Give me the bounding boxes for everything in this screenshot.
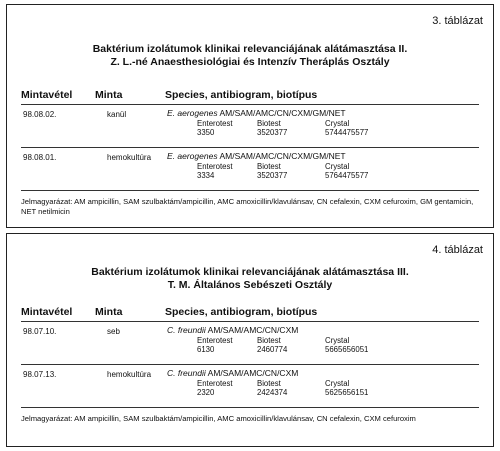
species-name: C. freundii bbox=[167, 368, 206, 378]
table-row bbox=[21, 105, 479, 148]
row-sample: hemokultúra bbox=[107, 370, 152, 379]
table-row bbox=[21, 365, 479, 408]
row-species bbox=[167, 368, 298, 378]
enterotest-label: Enterotest bbox=[197, 162, 233, 171]
crystal-cell bbox=[325, 336, 368, 354]
enterotest-cell bbox=[197, 336, 233, 354]
table-title bbox=[7, 266, 493, 292]
biotest-cell bbox=[257, 379, 287, 397]
header-species: Species, antibiogram, biotípus bbox=[165, 306, 318, 318]
row-date: 98.08.02. bbox=[23, 110, 57, 119]
header-species: Species, antibiogram, biotípus bbox=[165, 89, 318, 101]
row-date: 98.07.10. bbox=[23, 327, 57, 336]
biotest-label: Biotest bbox=[257, 119, 281, 128]
antibiogram: AM/SAM/AMC/CN/CXM/GM/NET bbox=[219, 108, 346, 118]
species-name: C. freundii bbox=[167, 325, 206, 335]
biotest-label: Biotest bbox=[257, 379, 281, 388]
table-legend: Jelmagyarázat: AM ampicillin, SAM szulbaktám/ampicillin, AMC amoxicillin/klavulánsav, CN cefalexin, CXM cefuroxim, GM gentamicin, NET netilmicin bbox=[21, 197, 474, 216]
biotest-cell bbox=[257, 162, 287, 180]
table-title-line2: Z. L.-né Anaesthesiológiai és Intenzív Theráplás Osztály bbox=[110, 56, 390, 68]
species-name: E. aerogenes bbox=[167, 151, 218, 161]
row-species bbox=[167, 325, 298, 335]
biotest-cell bbox=[257, 336, 287, 354]
enterotest-value: 3350 bbox=[197, 128, 215, 137]
biotest-cell bbox=[257, 119, 287, 137]
row-sample: hemokultúra bbox=[107, 153, 152, 162]
table-title-line1: Baktérium izolátumok klinikai relevanciájának alátámasztása III. bbox=[91, 266, 409, 278]
biotest-value: 3520377 bbox=[257, 128, 288, 137]
table-row bbox=[21, 148, 479, 191]
table-title bbox=[7, 43, 493, 69]
enterotest-label: Enterotest bbox=[197, 336, 233, 345]
row-sample: kanül bbox=[107, 110, 127, 119]
biotest-value: 2460774 bbox=[257, 345, 288, 354]
crystal-label: Crystal bbox=[325, 379, 350, 388]
antibiogram: AM/SAM/AMC/CN/CXM bbox=[207, 325, 299, 335]
table-number: 3. táblázat bbox=[432, 15, 483, 27]
crystal-value: 5625656151 bbox=[325, 388, 369, 397]
header-date: Mintavétel bbox=[21, 306, 73, 318]
enterotest-value: 3334 bbox=[197, 171, 215, 180]
table-4-panel bbox=[6, 233, 494, 447]
header-sample: Minta bbox=[95, 89, 123, 101]
table-header bbox=[21, 87, 479, 105]
table-title-line2: T. M. Általános Sebészeti Osztály bbox=[167, 279, 333, 291]
biotest-label: Biotest bbox=[257, 336, 281, 345]
biotest-label: Biotest bbox=[257, 162, 281, 171]
crystal-cell bbox=[325, 119, 368, 137]
biotest-value: 2424374 bbox=[257, 388, 288, 397]
crystal-label: Crystal bbox=[325, 119, 350, 128]
row-species bbox=[167, 108, 346, 118]
crystal-value: 5665656051 bbox=[325, 345, 369, 354]
table-row bbox=[21, 322, 479, 365]
crystal-label: Crystal bbox=[325, 162, 350, 171]
species-name: E. aerogenes bbox=[167, 108, 218, 118]
header-sample: Minta bbox=[95, 306, 123, 318]
crystal-cell bbox=[325, 162, 368, 180]
crystal-label: Crystal bbox=[325, 336, 350, 345]
enterotest-value: 2320 bbox=[197, 388, 215, 397]
enterotest-cell bbox=[197, 379, 233, 397]
antibiogram: AM/SAM/AMC/CN/CXM bbox=[207, 368, 299, 378]
crystal-value: 5744475577 bbox=[325, 128, 369, 137]
table-header bbox=[21, 304, 479, 322]
enterotest-label: Enterotest bbox=[197, 119, 233, 128]
row-species bbox=[167, 151, 346, 161]
biotest-value: 3520377 bbox=[257, 171, 288, 180]
crystal-cell bbox=[325, 379, 368, 397]
table-legend: Jelmagyarázat: AM ampicillin, SAM szulbaktám/ampicillin, AMC amoxicillin/klavulánsav, CN cefalexin, CXM cefuroxim bbox=[21, 414, 416, 423]
enterotest-cell bbox=[197, 162, 233, 180]
table-number: 4. táblázat bbox=[432, 244, 483, 256]
row-date: 98.08.01. bbox=[23, 153, 57, 162]
row-sample: seb bbox=[107, 327, 120, 336]
enterotest-label: Enterotest bbox=[197, 379, 233, 388]
table-title-line1: Baktérium izolátumok klinikai relevanciájának alátámasztása II. bbox=[92, 43, 408, 55]
enterotest-cell bbox=[197, 119, 233, 137]
header-date: Mintavétel bbox=[21, 89, 73, 101]
table-3-panel bbox=[6, 4, 494, 228]
antibiogram: AM/SAM/AMC/CN/CXM/GM/NET bbox=[219, 151, 346, 161]
enterotest-value: 6130 bbox=[197, 345, 215, 354]
row-date: 98.07.13. bbox=[23, 370, 57, 379]
crystal-value: 5764475577 bbox=[325, 171, 369, 180]
